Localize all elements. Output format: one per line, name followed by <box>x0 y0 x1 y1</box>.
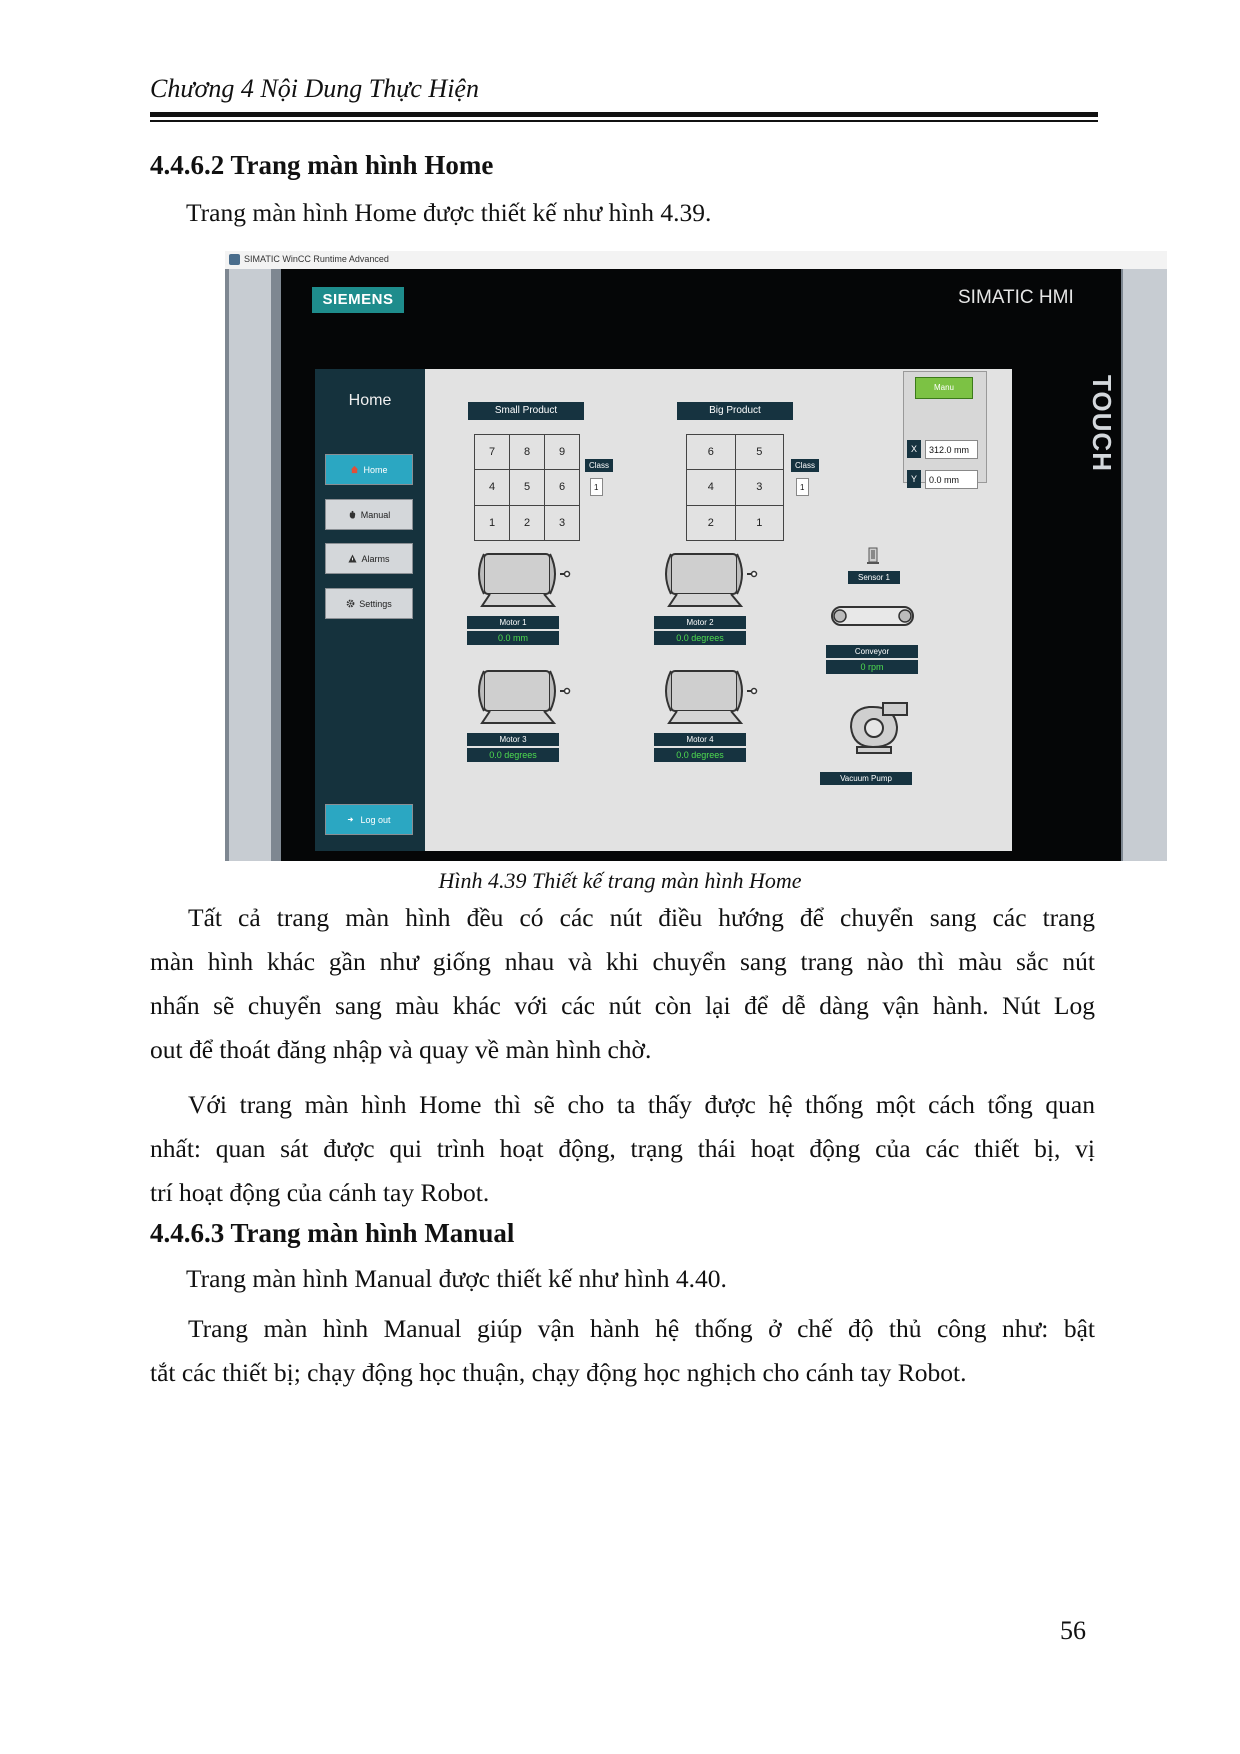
header-rule <box>150 112 1098 117</box>
small-product-label: Small Product <box>468 402 584 420</box>
small-product-cell: 1 <box>475 506 510 541</box>
big-product-label: Big Product <box>677 402 793 420</box>
paragraph-line: Tất cả trang màn hình đều có các nút điều hướng để chuyển sang các trang <box>188 903 1095 932</box>
panel-frame-right <box>1123 269 1167 861</box>
small-product-cell: 7 <box>475 435 510 470</box>
small-product-cell: 9 <box>545 435 580 470</box>
logout-button[interactable] <box>325 804 413 835</box>
paragraph-line: trí hoạt động của cánh tay Robot. <box>150 1178 490 1207</box>
big-product-grid <box>686 434 784 541</box>
motor-label: Motor 4 <box>654 733 746 746</box>
figure-caption: Hình 4.39 Thiết kế trang màn hình Home <box>438 868 802 893</box>
vacuum-pump-icon <box>843 699 913 763</box>
small-product-cell: 8 <box>510 435 545 470</box>
paragraph-line: out để thoát đăng nhập và quay về màn hình chờ. <box>150 1035 652 1064</box>
touch-label: TOUCH <box>1087 375 1117 472</box>
paragraph-line: nhất: quan sát được qui trình hoạt động, trạng thái hoạt động của các thiết bị, vị <box>150 1134 1095 1163</box>
nav-alarms-button[interactable] <box>325 543 413 574</box>
warning-icon <box>348 554 357 563</box>
hand-icon <box>348 510 357 519</box>
logout-icon <box>347 815 356 824</box>
big-product-cell: 1 <box>736 506 785 541</box>
paragraph-line: màn hình khác gần như giống nhau và khi chuyển sang trang nào thì màu sắc nút <box>150 947 1095 976</box>
y-axis-label: Y <box>907 470 921 488</box>
header-rule-thin <box>150 120 1098 122</box>
paragraph-manual <box>150 1307 1095 1395</box>
motor-icon <box>470 548 570 610</box>
big-product-cell: 3 <box>736 470 785 505</box>
running-header: Chương 4 Nội Dung Thực Hiện <box>150 74 479 103</box>
nav-settings-button[interactable] <box>325 588 413 619</box>
manu-button[interactable]: Manu <box>915 377 973 399</box>
motor-label: Motor 2 <box>654 616 746 629</box>
brand-label: SIMATIC HMI <box>958 287 1074 308</box>
small-product-cell: 4 <box>475 470 510 505</box>
conveyor-value: 0 rpm <box>826 660 918 674</box>
conveyor-label: Conveyor <box>826 645 918 658</box>
app-icon <box>229 254 240 265</box>
x-axis-label: X <box>907 440 921 458</box>
big-class-label: Class <box>791 459 819 472</box>
motor-icon <box>470 665 570 727</box>
nav-home-label: Home <box>363 464 388 475</box>
paragraph-navigation <box>150 896 1095 1072</box>
big-product-cell: 2 <box>687 506 736 541</box>
big-product-cell: 6 <box>687 435 736 470</box>
sidebar-title: Home <box>348 392 392 409</box>
vacuum-pump-label: Vacuum Pump <box>820 772 912 785</box>
nav-settings-label: Settings <box>359 598 392 609</box>
y-value-field[interactable]: 0.0 mm <box>925 470 978 489</box>
paragraph-line: Với trang màn hình Home thì sẽ cho ta thấy được hệ thống một cách tổng quan <box>188 1090 1095 1119</box>
motor-value: 0.0 degrees <box>654 631 746 645</box>
big-product-cell: 4 <box>687 470 736 505</box>
small-class-value[interactable]: 1 <box>590 478 603 496</box>
motor-icon <box>657 665 757 727</box>
home-intro: Trang màn hình Home được thiết kế như hình 4.39. <box>186 198 712 227</box>
hmi-screenshot <box>225 251 1167 861</box>
motor-value: 0.0 mm <box>467 631 559 645</box>
manual-intro: Trang màn hình Manual được thiết kế như hình 4.40. <box>186 1264 727 1293</box>
paragraph-home-overview <box>150 1083 1095 1215</box>
nav-manual-button[interactable] <box>325 499 413 530</box>
motor-label: Motor 3 <box>467 733 559 746</box>
small-product-cell: 3 <box>545 506 580 541</box>
panel-frame-left <box>229 269 271 861</box>
small-product-cell: 6 <box>545 470 580 505</box>
siemens-logo: SIEMENS <box>312 287 404 313</box>
gear-icon <box>346 599 355 608</box>
nav-home-button[interactable] <box>325 454 413 485</box>
logout-label: Log out <box>360 814 391 825</box>
nav-manual-label: Manual <box>360 509 391 520</box>
big-product-cell: 5 <box>736 435 785 470</box>
paragraph-line: Trang màn hình Manual giúp vận hành hệ thống ở chế độ thủ công như: bật <box>188 1314 1095 1343</box>
x-value-field[interactable]: 312.0 mm <box>925 440 978 459</box>
window-titlebar <box>225 251 1167 269</box>
big-class-value[interactable]: 1 <box>796 478 809 496</box>
conveyor-icon <box>824 601 921 631</box>
small-product-cell: 2 <box>510 506 545 541</box>
sensor-icon <box>865 547 881 565</box>
paragraph-line: nhấn sẽ chuyển sang màu khác với các nút còn lại để dễ dàng vận hành. Nút Log <box>150 991 1095 1020</box>
motor-label: Motor 1 <box>467 616 559 629</box>
motor-icon <box>657 548 757 610</box>
motor-value: 0.0 degrees <box>654 748 746 762</box>
page-number: 56 <box>1060 1616 1086 1645</box>
nav-alarms-label: Alarms <box>361 553 390 564</box>
small-product-cell: 5 <box>510 470 545 505</box>
motor-value: 0.0 degrees <box>467 748 559 762</box>
section-heading-manual: 4.4.6.3 Trang màn hình Manual <box>150 1218 515 1248</box>
small-class-label: Class <box>585 459 613 472</box>
sensor-label: Sensor 1 <box>848 571 900 584</box>
small-product-grid <box>474 434 580 541</box>
section-heading-home: 4.4.6.2 Trang màn hình Home <box>150 150 494 180</box>
window-title: SIMATIC WinCC Runtime Advanced <box>244 254 389 264</box>
paragraph-line: tắt các thiết bị; chạy động học thuận, chạy động học nghịch cho cánh tay Robot. <box>150 1358 967 1387</box>
home-icon <box>350 465 359 474</box>
